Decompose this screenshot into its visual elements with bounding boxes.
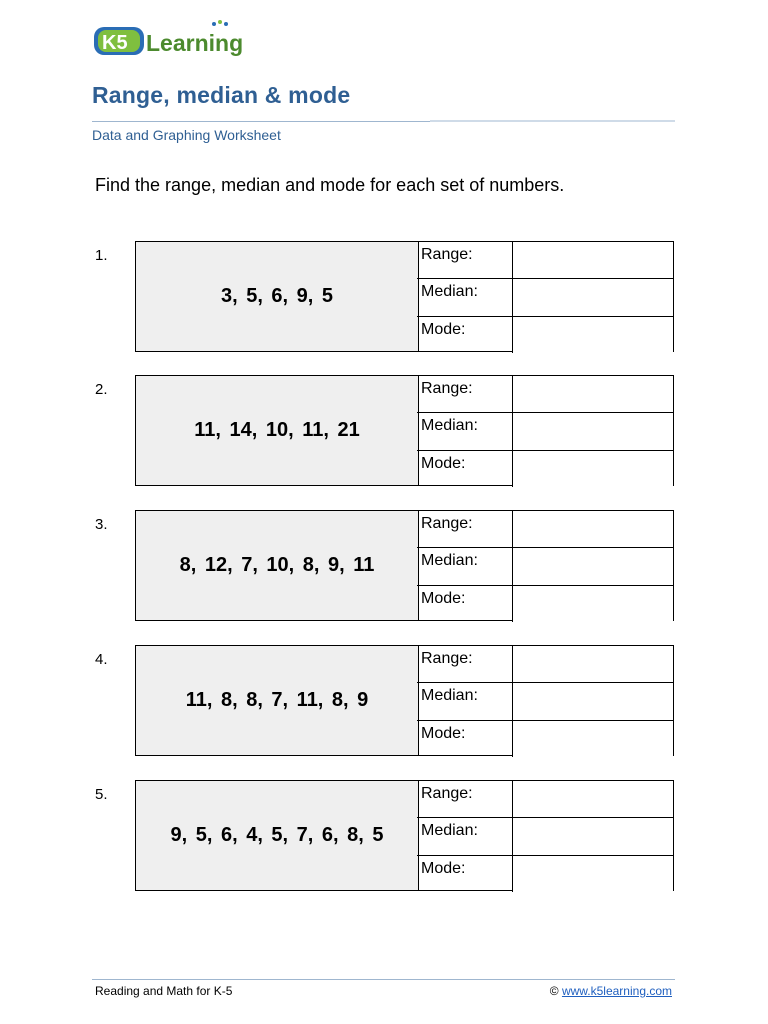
page-title: Range, median & mode <box>92 82 351 108</box>
range-label: Range: <box>417 781 513 817</box>
answer-table <box>417 645 674 756</box>
range-answer-field[interactable] <box>513 376 673 412</box>
range-label: Range: <box>417 511 513 547</box>
mode-row <box>417 316 673 353</box>
range-row <box>417 511 673 547</box>
mode-label: Mode: <box>417 451 513 487</box>
range-label: Range: <box>417 376 513 412</box>
problem-number: 1. <box>95 247 108 264</box>
problem-number: 4. <box>95 651 108 668</box>
answer-table <box>417 241 674 352</box>
answer-table <box>417 375 674 486</box>
median-answer-field[interactable] <box>513 818 673 854</box>
range-answer-field[interactable] <box>513 511 673 547</box>
number-set: 3, 5, 6, 9, 5 <box>135 241 419 352</box>
mode-label: Mode: <box>417 721 513 757</box>
median-row <box>417 278 673 315</box>
mode-label: Mode: <box>417 856 513 892</box>
footer-tagline: Reading and Math for K-5 <box>95 984 233 998</box>
website-link[interactable]: www.k5learning.com <box>561 984 672 998</box>
mode-row <box>417 720 673 757</box>
number-set: 11, 14, 10, 11, 21 <box>135 375 419 486</box>
footer-copyright <box>550 984 672 998</box>
mode-answer-field[interactable] <box>513 586 673 622</box>
problem-number: 5. <box>95 786 108 803</box>
footer-divider <box>92 979 675 980</box>
mode-row <box>417 585 673 622</box>
answer-table <box>417 780 674 891</box>
range-row <box>417 781 673 817</box>
median-answer-field[interactable] <box>513 279 673 315</box>
copyright-symbol: © <box>549 984 559 998</box>
median-label: Median: <box>417 818 513 854</box>
range-answer-field[interactable] <box>513 781 673 817</box>
worksheet-subtitle: Data and Graphing Worksheet <box>92 127 281 143</box>
mode-label: Mode: <box>417 586 513 622</box>
mode-answer-field[interactable] <box>513 856 673 892</box>
answer-table <box>417 510 674 621</box>
mode-row <box>417 450 673 487</box>
mode-answer-field[interactable] <box>513 451 673 487</box>
instructions: Find the range, median and mode for each set of numbers. <box>95 175 565 195</box>
median-label: Median: <box>417 683 513 719</box>
median-label: Median: <box>417 279 513 315</box>
problem-number: 3. <box>95 516 108 533</box>
median-row <box>417 817 673 854</box>
median-row <box>417 682 673 719</box>
mode-answer-field[interactable] <box>513 721 673 757</box>
median-answer-field[interactable] <box>513 683 673 719</box>
k5-learning-logo <box>94 20 264 60</box>
title-divider-accent <box>430 120 675 122</box>
range-row <box>417 242 673 278</box>
problem-1 <box>95 241 675 352</box>
problem-2 <box>95 375 675 486</box>
svg-text:K5: K5 <box>102 32 128 54</box>
median-label: Median: <box>417 413 513 449</box>
median-answer-field[interactable] <box>513 548 673 584</box>
median-row <box>417 547 673 584</box>
range-row <box>417 376 673 412</box>
median-answer-field[interactable] <box>513 413 673 449</box>
mode-label: Mode: <box>417 317 513 353</box>
mode-row <box>417 855 673 892</box>
range-row <box>417 646 673 682</box>
range-label: Range: <box>417 242 513 278</box>
problem-5 <box>95 780 675 891</box>
number-set: 9, 5, 6, 4, 5, 7, 6, 8, 5 <box>135 780 419 891</box>
range-label: Range: <box>417 646 513 682</box>
median-row <box>417 412 673 449</box>
svg-text:Learning: Learning <box>146 30 244 56</box>
range-answer-field[interactable] <box>513 646 673 682</box>
problem-4 <box>95 645 675 756</box>
problem-3 <box>95 510 675 621</box>
number-set: 8, 12, 7, 10, 8, 9, 11 <box>135 510 419 621</box>
median-label: Median: <box>417 548 513 584</box>
number-set: 11, 8, 8, 7, 11, 8, 9 <box>135 645 419 756</box>
problem-number: 2. <box>95 381 108 398</box>
mode-answer-field[interactable] <box>513 317 673 353</box>
range-answer-field[interactable] <box>513 242 673 278</box>
